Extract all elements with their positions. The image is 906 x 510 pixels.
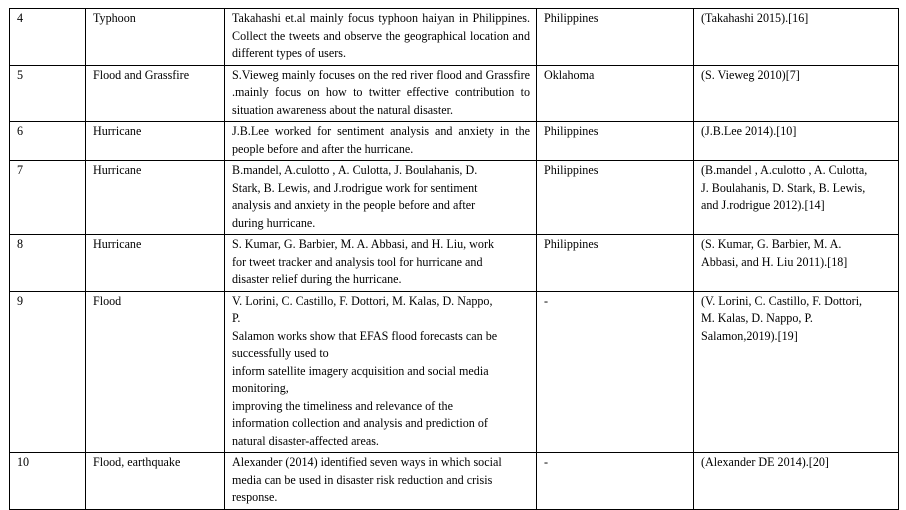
location-cell: Oklahoma xyxy=(537,65,694,122)
reference-cell xyxy=(694,65,899,122)
table-row xyxy=(10,9,899,66)
description-line: media can be used in disaster risk reduction and crisis xyxy=(232,472,493,487)
reference-line: (S. Vieweg 2010)[7] xyxy=(701,67,800,82)
row-number-cell: 7 xyxy=(10,161,86,235)
description-line: S.Vieweg mainly focuses on the red river flood and Grassfire .mainly focus on how to twitter effective contribution to situation awareness about the natural disaster. xyxy=(232,67,530,117)
reference-cell xyxy=(694,161,899,235)
reference-cell xyxy=(694,122,899,161)
description-line: Stark, B. Lewis, and J.rodrigue work for sentiment xyxy=(232,180,478,195)
description-cell xyxy=(225,122,537,161)
description-line: Salamon works show that EFAS flood forecasts can be xyxy=(232,328,498,343)
reference-line: (Takahashi 2015).[16] xyxy=(701,11,809,25)
reference-line: (Alexander DE 2014).[20] xyxy=(701,455,829,469)
location-cell: Philippines xyxy=(537,161,694,235)
row-number-cell: 8 xyxy=(10,235,86,292)
reference-cell xyxy=(694,291,899,453)
reference-line: (V. Lorini, C. Castillo, F. Dottori, xyxy=(701,293,863,308)
row-number-cell: 9 xyxy=(10,291,86,453)
reference-line: (S. Kumar, G. Barbier, M. A. xyxy=(701,237,842,251)
description-line: successfully used to xyxy=(232,346,329,360)
description-line: analysis and anxiety in the people before and after xyxy=(232,198,476,212)
reference-line: Salamon,2019).[19] xyxy=(701,328,798,343)
disaster-type-cell: Flood and Grassfire xyxy=(86,65,225,122)
reference-line: (J.B.Lee 2014).[10] xyxy=(701,124,797,138)
table-body xyxy=(10,9,899,510)
disaster-type-cell: Flood, earthquake xyxy=(86,453,225,510)
description-cell xyxy=(225,235,537,292)
reference-line: J. Boulahanis, D. Stark, B. Lewis, xyxy=(701,180,866,195)
table-row xyxy=(10,161,899,235)
description-cell xyxy=(225,453,537,510)
reference-cell xyxy=(694,235,899,292)
description-line: S. Kumar, G. Barbier, M. A. Abbasi, and H. Liu, work xyxy=(232,237,495,251)
reference-line: (B.mandel , A.culotto , A. Culotta, xyxy=(701,163,868,177)
disaster-type-cell: Hurricane xyxy=(86,122,225,161)
description-line: Alexander (2014) identified seven ways in which social xyxy=(232,455,502,469)
table-row xyxy=(10,65,899,122)
description-line: V. Lorini, C. Castillo, F. Dottori, M. Kalas, D. Nappo, xyxy=(232,293,493,308)
description-cell xyxy=(225,9,537,66)
reference-line: Abbasi, and H. Liu 2011).[18] xyxy=(701,254,848,269)
description-line: for tweet tracker and analysis tool for hurricane and xyxy=(232,254,483,269)
description-line: information collection and analysis and prediction of xyxy=(232,416,488,430)
table-row xyxy=(10,453,899,510)
table-row xyxy=(10,291,899,453)
description-line: natural disaster-affected areas. xyxy=(232,433,379,448)
description-line: improving the timeliness and relevance of the xyxy=(232,398,453,413)
disaster-type-cell: Hurricane xyxy=(86,161,225,235)
description-line: response. xyxy=(232,490,278,504)
description-cell xyxy=(225,161,537,235)
row-number-cell: 10 xyxy=(10,453,86,510)
location-cell: Philippines xyxy=(537,9,694,66)
location-cell: - xyxy=(537,291,694,453)
disaster-type-cell: Flood xyxy=(86,291,225,453)
description-line: P. xyxy=(232,311,241,325)
description-line: Takahashi et.al mainly focus typhoon haiyan in Philippines. Collect the tweets and observe the geographical location and different types of users. xyxy=(232,11,530,60)
description-line: disaster relief during the hurricane. xyxy=(232,272,402,286)
location-cell: - xyxy=(537,453,694,510)
description-line: monitoring, xyxy=(232,381,289,395)
description-line: J.B.Lee worked for sentiment analysis and anxiety in the people before and after the hurricane. xyxy=(232,124,530,156)
reference-line: M. Kalas, D. Nappo, P. xyxy=(701,311,813,325)
disaster-type-cell: Hurricane xyxy=(86,235,225,292)
description-cell xyxy=(225,291,537,453)
row-number-cell: 6 xyxy=(10,122,86,161)
description-line: inform satellite imagery acquisition and social media xyxy=(232,363,489,378)
literature-table-container xyxy=(9,8,898,510)
table-row xyxy=(10,235,899,292)
disaster-type-cell: Typhoon xyxy=(86,9,225,66)
location-cell: Philippines xyxy=(537,122,694,161)
description-cell xyxy=(225,65,537,122)
description-line: B.mandel, A.culotto , A. Culotta, J. Boulahanis, D. xyxy=(232,163,478,177)
row-number-cell: 4 xyxy=(10,9,86,66)
location-cell: Philippines xyxy=(537,235,694,292)
reference-line: and J.rodrigue 2012).[14] xyxy=(701,198,825,212)
row-number-cell: 5 xyxy=(10,65,86,122)
table-row xyxy=(10,122,899,161)
literature-table xyxy=(9,8,899,510)
description-line: during hurricane. xyxy=(232,215,316,230)
reference-cell xyxy=(694,9,899,66)
reference-cell xyxy=(694,453,899,510)
